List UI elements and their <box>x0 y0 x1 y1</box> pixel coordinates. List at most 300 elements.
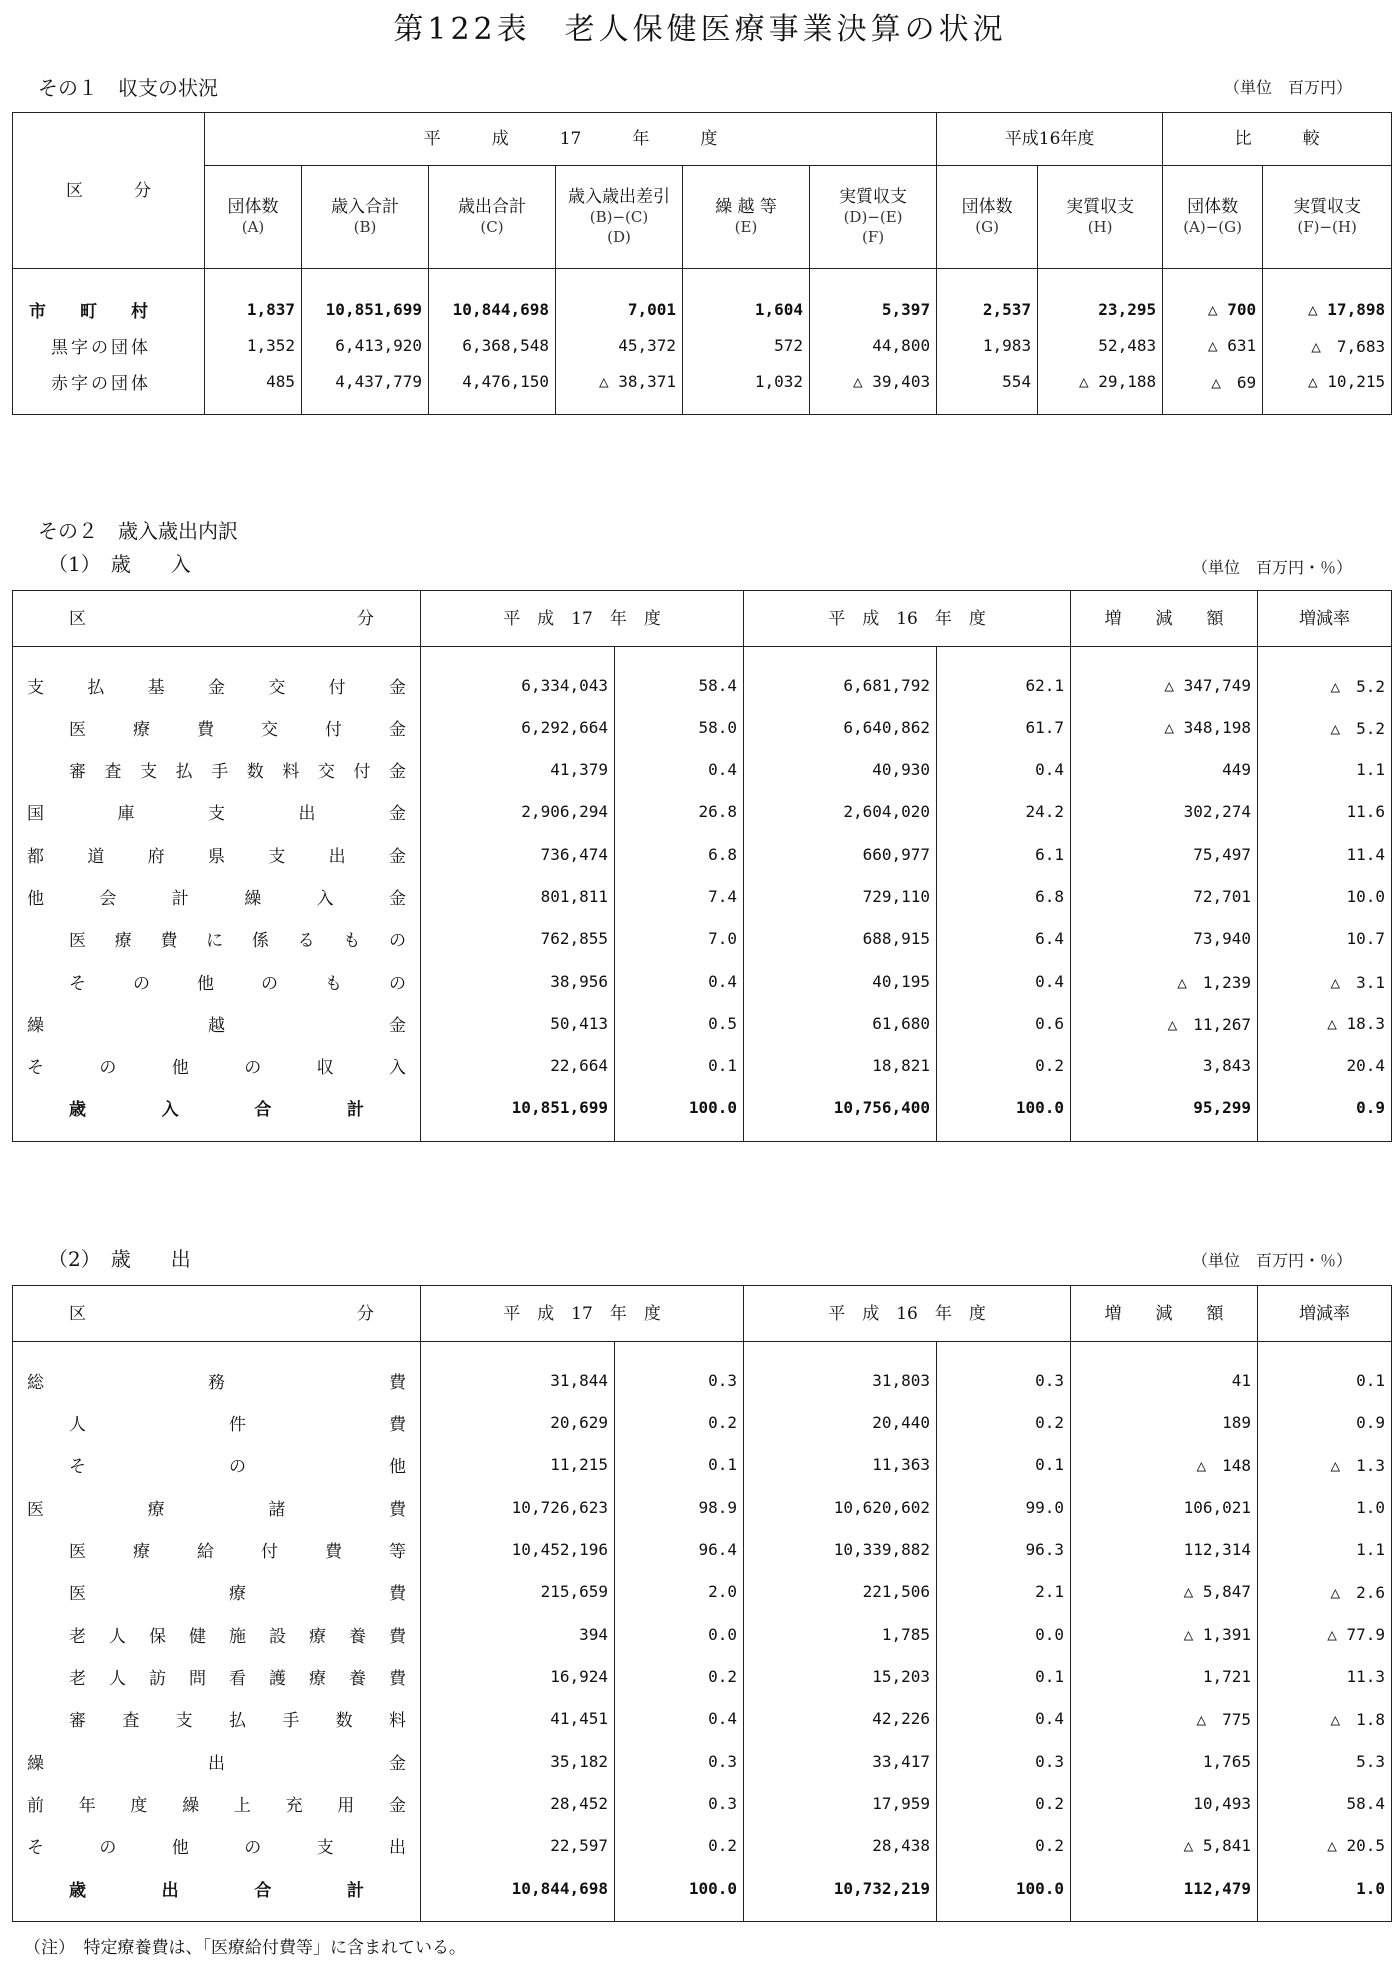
expenditure-row-label: その他の支出 <box>13 1825 421 1867</box>
footnote: （注） 特定療養費は、「医療給付費等」に含まれている。 <box>24 1938 466 1958</box>
revenue-value-cell: 10.0 <box>1346 886 1386 906</box>
value-cell: 52,483 <box>1038 328 1163 364</box>
row-label: 黒字の団体 <box>13 328 205 364</box>
expenditure-value-cell: 2.0 <box>615 1571 744 1613</box>
spacer-cell <box>13 269 205 292</box>
revenue-value-cell: 736,474 <box>421 833 615 875</box>
expenditure-row <box>13 1359 1392 1401</box>
revenue-value-cell: 0.1 <box>615 1045 744 1087</box>
expenditure-value-cell: 0.3 <box>615 1359 744 1401</box>
expenditure-value-cell: 0.2 <box>615 1655 744 1697</box>
expenditure-value-cell: 10,452,196 <box>421 1528 615 1570</box>
spacer-cell <box>744 1909 937 1921</box>
part1-heading: その１ 収支の状況 <box>38 76 218 100</box>
spacer-cell <box>1071 1129 1258 1141</box>
revenue-value-cell: 20.4 <box>1346 1056 1386 1076</box>
expenditure-value-cell: 0.2 <box>937 1782 1071 1824</box>
expenditure-value-cell: 42,226 <box>744 1698 937 1740</box>
expenditure-row <box>13 1825 1392 1867</box>
column-header: 歳出合計 (C) <box>429 165 556 268</box>
expenditure-value-cell: 16,924 <box>421 1655 615 1697</box>
revenue-value-cell: 62.1 <box>937 664 1071 706</box>
revenue-header-kubun: 区 分 <box>13 591 421 647</box>
revenue-value-cell: 660,977 <box>744 833 937 875</box>
spacer-cell <box>683 400 810 415</box>
revenue-value-cell: 6.4 <box>937 918 1071 960</box>
revenue-value-cell: △ 348,198 <box>1071 706 1258 748</box>
spacer-cell <box>421 1909 615 1921</box>
expenditure-value-cell: 15,203 <box>744 1655 937 1697</box>
expenditure-value-cell: 0.9 <box>1356 1412 1386 1432</box>
expenditure-value-cell: 106,021 <box>1071 1486 1258 1528</box>
revenue-value-cell: △ 18.3 <box>1327 1013 1386 1033</box>
revenue-value-cell: 10,756,400 <box>744 1087 937 1129</box>
value-cell: △ 29,188 <box>1038 364 1163 400</box>
revenue-value-cell: 6,292,664 <box>421 706 615 748</box>
expenditure-row-label: 医療給付費等 <box>13 1528 421 1570</box>
revenue-value-cell: 6,681,792 <box>744 664 937 706</box>
revenue-value-cell: 11.4 <box>1346 844 1386 864</box>
spacer-row <box>13 1909 1392 1921</box>
value-cell: 1,352 <box>205 328 302 364</box>
expenditure-value-cell: 0.0 <box>615 1613 744 1655</box>
revenue-value-cell: 762,855 <box>421 918 615 960</box>
spacer-row <box>13 647 1392 664</box>
column-header: 実質収支 (D)−(E) (F) <box>810 165 937 268</box>
revenue-row <box>13 1045 1392 1087</box>
revenue-header-h17: 平 成 17 年 度 <box>421 591 744 647</box>
expenditure-value-cell: 10,732,219 <box>744 1867 937 1909</box>
expenditure-value-cell: △ 2.6 <box>1330 1583 1386 1603</box>
revenue-table <box>12 590 1392 1142</box>
expenditure-row <box>13 1698 1392 1740</box>
spacer-cell <box>205 400 302 415</box>
spacer-cell <box>683 269 810 292</box>
value-cell: 23,295 <box>1038 292 1163 328</box>
expenditure-value-cell: 28,438 <box>744 1825 937 1867</box>
spacer-cell <box>13 647 421 664</box>
expenditure-header-h16: 平 成 16 年 度 <box>744 1286 1071 1342</box>
expenditure-value-cell: 100.0 <box>615 1867 744 1909</box>
revenue-value-cell: 0.5 <box>615 1002 744 1044</box>
revenue-row-label: 支払基金交付金 <box>13 664 421 706</box>
spacer-cell <box>744 1342 937 1359</box>
spacer-cell <box>1258 1909 1392 1921</box>
spacer-cell <box>1258 1342 1392 1359</box>
expenditure-value-cell: 96.4 <box>615 1528 744 1570</box>
spacer-cell <box>13 400 205 415</box>
revenue-row-label: 医療費に係るもの <box>13 918 421 960</box>
header-h17: 平 成 17 年 度 <box>205 113 937 166</box>
spacer-cell <box>205 269 302 292</box>
expenditure-value-cell: 100.0 <box>937 1867 1071 1909</box>
expenditure-row-label: その他 <box>13 1444 421 1486</box>
expenditure-value-cell: 215,659 <box>421 1571 615 1613</box>
expenditure-value-cell: 31,803 <box>744 1359 937 1401</box>
value-cell: △ 700 <box>1163 292 1263 328</box>
column-header: 歳入歳出差引 (B)−(C) (D) <box>556 165 683 268</box>
revenue-value-cell: 18,821 <box>744 1045 937 1087</box>
revenue-row <box>13 1002 1392 1044</box>
value-cell: 4,437,779 <box>302 364 429 400</box>
expenditure-header-h17: 平 成 17 年 度 <box>421 1286 744 1342</box>
spacer-cell <box>1038 400 1163 415</box>
expenditure-value-cell: △ 5,847 <box>1071 1571 1258 1613</box>
expenditure-value-cell: 41 <box>1071 1359 1258 1401</box>
expenditure-header-kubun: 区 分 <box>13 1286 421 1342</box>
revenue-value-cell: 0.9 <box>1356 1098 1386 1118</box>
header-hikaku: 比 較 <box>1163 113 1392 166</box>
revenue-value-cell: 6,640,862 <box>744 706 937 748</box>
revenue-value-cell: 0.4 <box>937 748 1071 790</box>
spacer-cell <box>13 1129 421 1141</box>
part1-unit: （単位 百万円） <box>1223 78 1352 97</box>
expenditure-value-cell: 0.4 <box>937 1698 1071 1740</box>
revenue-value-cell: 100.0 <box>937 1087 1071 1129</box>
revenue-value-cell: 41,379 <box>421 748 615 790</box>
expenditure-value-cell: △ 1.3 <box>1330 1456 1386 1476</box>
revenue-value-cell: 801,811 <box>421 875 615 917</box>
revenue-value-cell: 0.4 <box>615 748 744 790</box>
spacer-cell <box>1038 269 1163 292</box>
revenue-row <box>13 664 1392 706</box>
spacer-cell <box>615 1342 744 1359</box>
revenue-row-label: その他のもの <box>13 960 421 1002</box>
revenue-value-cell: 6.1 <box>937 833 1071 875</box>
spacer-cell <box>302 400 429 415</box>
revenue-row <box>13 706 1392 748</box>
revenue-value-cell: 6,334,043 <box>421 664 615 706</box>
spacer-cell <box>1258 1129 1392 1141</box>
spacer-cell <box>937 1342 1071 1359</box>
revenue-value-cell: 0.2 <box>937 1045 1071 1087</box>
expenditure-row-label: 前年度繰上充用金 <box>13 1782 421 1824</box>
revenue-value-cell: 3,843 <box>1071 1045 1258 1087</box>
value-cell: 44,800 <box>810 328 937 364</box>
spacer-cell <box>13 1342 421 1359</box>
value-cell: △ 17,898 <box>1308 300 1386 320</box>
revenue-row <box>13 960 1392 1002</box>
revenue-row <box>13 791 1392 833</box>
expenditure-value-cell: 11,363 <box>744 1444 937 1486</box>
revenue-value-cell: 38,956 <box>421 960 615 1002</box>
value-cell: 572 <box>683 328 810 364</box>
expenditure-row <box>13 1613 1392 1655</box>
expenditure-value-cell: 11.3 <box>1346 1666 1386 1686</box>
expenditure-row-label: 繰出金 <box>13 1740 421 1782</box>
expenditure-value-cell: 22,597 <box>421 1825 615 1867</box>
expenditure-value-cell: 10,844,698 <box>421 1867 615 1909</box>
expenditure-row <box>13 1486 1392 1528</box>
expenditure-value-cell: 1,765 <box>1071 1740 1258 1782</box>
spacer-row <box>13 1129 1392 1141</box>
expenditure-row-label: 審査支払手数料 <box>13 1698 421 1740</box>
value-cell: △ 631 <box>1163 328 1263 364</box>
revenue-value-cell: 2,604,020 <box>744 791 937 833</box>
expenditure-row-label: 医療費 <box>13 1571 421 1613</box>
revenue-row-label: その他の収入 <box>13 1045 421 1087</box>
revenue-value-cell: 73,940 <box>1071 918 1258 960</box>
column-header: 実質収支 (F)−(H) <box>1293 197 1362 237</box>
revenue-value-cell: 688,915 <box>744 918 937 960</box>
row-label: 市 町 村 <box>13 292 205 328</box>
value-cell: 1,983 <box>937 328 1038 364</box>
value-cell: 1,032 <box>683 364 810 400</box>
revenue-value-cell: 95,299 <box>1071 1087 1258 1129</box>
expenditure-row <box>13 1401 1392 1443</box>
value-cell: 6,413,920 <box>302 328 429 364</box>
value-cell: 4,476,150 <box>429 364 556 400</box>
expenditure-value-cell: △ 775 <box>1071 1698 1258 1740</box>
expenditure-value-cell: 0.1 <box>615 1444 744 1486</box>
revenue-row <box>13 875 1392 917</box>
expenditure-value-cell: 20,629 <box>421 1401 615 1443</box>
expenditure-row-label: 老人訪問看護療養費 <box>13 1655 421 1697</box>
revenue-row-label: 国庫支出金 <box>13 791 421 833</box>
table-row <box>13 328 1392 364</box>
revenue-value-cell: 26.8 <box>615 791 744 833</box>
expenditure-value-cell: 0.3 <box>937 1359 1071 1401</box>
revenue-value-cell: △ 5.2 <box>1330 676 1386 696</box>
expenditure-value-cell: △ 1.8 <box>1330 1710 1386 1730</box>
expenditure-value-cell: 17,959 <box>744 1782 937 1824</box>
spacer-cell <box>937 400 1038 415</box>
value-cell: 485 <box>205 364 302 400</box>
revenue-value-cell: 7.0 <box>615 918 744 960</box>
revenue-value-cell: 6.8 <box>937 875 1071 917</box>
column-header: 実質収支 (H) <box>1038 165 1163 268</box>
revenue-header-h16: 平 成 16 年 度 <box>744 591 1071 647</box>
expenditure-value-cell: 0.4 <box>615 1698 744 1740</box>
value-cell: △ 39,403 <box>810 364 937 400</box>
expenditure-value-cell: 10,726,623 <box>421 1486 615 1528</box>
revenue-row <box>13 833 1392 875</box>
expenditure-value-cell: △ 148 <box>1071 1444 1258 1486</box>
value-cell: 10,844,698 <box>429 292 556 328</box>
spacer-cell <box>302 269 429 292</box>
spacer-cell <box>13 1909 421 1921</box>
spacer-cell <box>1263 269 1392 292</box>
spacer-cell <box>1163 400 1263 415</box>
expenditure-value-cell: 10,620,602 <box>744 1486 937 1528</box>
expenditure-value-cell: 1.0 <box>1356 1878 1386 1898</box>
value-cell: 1,604 <box>683 292 810 328</box>
spacer-cell <box>556 269 683 292</box>
expenditure-value-cell: 11,215 <box>421 1444 615 1486</box>
expenditure-row <box>13 1867 1392 1909</box>
revenue-row-label: 他会計繰入金 <box>13 875 421 917</box>
value-cell: △ 69 <box>1163 364 1263 400</box>
row-label: 赤字の団体 <box>13 364 205 400</box>
revenue-row-label: 医療費交付金 <box>13 706 421 748</box>
expenditure-value-cell: 0.2 <box>937 1401 1071 1443</box>
revenue-value-cell: 50,413 <box>421 1002 615 1044</box>
spacer-cell <box>810 269 937 292</box>
value-cell: 7,001 <box>556 292 683 328</box>
expenditure-row-label: 老人保健施設療養費 <box>13 1613 421 1655</box>
expenditure-row-label: 人件費 <box>13 1401 421 1443</box>
spacer-row <box>13 1342 1392 1359</box>
expenditure-value-cell: 0.3 <box>615 1782 744 1824</box>
expenditure-value-cell: 5.3 <box>1356 1751 1386 1771</box>
spacer-cell <box>744 1129 937 1141</box>
revenue-row <box>13 748 1392 790</box>
expenditure-value-cell: 31,844 <box>421 1359 615 1401</box>
expenditure-value-cell: 221,506 <box>744 1571 937 1613</box>
spacer-row <box>13 400 1392 415</box>
revenue-value-cell: 58.0 <box>615 706 744 748</box>
revenue-value-cell: 0.4 <box>937 960 1071 1002</box>
expenditure-row <box>13 1655 1392 1697</box>
expenditure-value-cell: 41,451 <box>421 1698 615 1740</box>
spacer-cell <box>615 1909 744 1921</box>
revenue-row-label: 都道府県支出金 <box>13 833 421 875</box>
expenditure-value-cell: 58.4 <box>1346 1793 1386 1813</box>
expenditure-value-cell: 28,452 <box>421 1782 615 1824</box>
value-cell: 10,851,699 <box>302 292 429 328</box>
revenue-value-cell: 22,664 <box>421 1045 615 1087</box>
revenue-row-label: 歳入合計 <box>13 1087 421 1129</box>
spacer-cell <box>1071 1342 1258 1359</box>
expenditure-value-cell: 2.1 <box>937 1571 1071 1613</box>
revenue-value-cell: △ 11,267 <box>1071 1002 1258 1044</box>
revenue-value-cell: 61,680 <box>744 1002 937 1044</box>
value-cell: △ 38,371 <box>556 364 683 400</box>
expenditure-value-cell: 0.1 <box>937 1444 1071 1486</box>
revenue-value-cell: 40,195 <box>744 960 937 1002</box>
spacer-cell <box>1258 647 1392 664</box>
expenditure-value-cell: 98.9 <box>615 1486 744 1528</box>
spacer-cell <box>1071 647 1258 664</box>
table-row <box>13 292 1392 328</box>
expenditure-row <box>13 1782 1392 1824</box>
expenditure-row-label: 歳出合計 <box>13 1867 421 1909</box>
revenue-value-cell: △ 5.2 <box>1330 718 1386 738</box>
revenue-value-cell: 302,274 <box>1071 791 1258 833</box>
expenditure-value-cell: 20,440 <box>744 1401 937 1443</box>
value-cell: 6,368,548 <box>429 328 556 364</box>
expenditure-value-cell: △ 1,391 <box>1071 1613 1258 1655</box>
revenue-header-rate: 増減率 <box>1299 608 1351 629</box>
column-header: 団体数 (G) <box>937 165 1038 268</box>
expenditure-value-cell: 112,479 <box>1071 1867 1258 1909</box>
spacer-cell <box>744 647 937 664</box>
expenditure-row-label: 医療諸費 <box>13 1486 421 1528</box>
expenditure-header-rate: 増減率 <box>1299 1303 1351 1324</box>
part2-heading: その２ 歳入歳出内訳 <box>38 519 238 543</box>
column-header: 歳入合計 (B) <box>302 165 429 268</box>
revenue-value-cell: 11.6 <box>1346 802 1386 822</box>
expenditure-value-cell: 1.1 <box>1356 1539 1386 1559</box>
spacer-cell <box>937 1909 1071 1921</box>
spacer-cell <box>937 269 1038 292</box>
revenue-value-cell: △ 3.1 <box>1330 972 1386 992</box>
revenue-value-cell: 0.4 <box>615 960 744 1002</box>
revenue-value-cell: △ 347,749 <box>1071 664 1258 706</box>
spacer-cell <box>615 1129 744 1141</box>
column-header: 団体数 (A)−(G) <box>1163 165 1263 268</box>
table-row <box>13 364 1392 400</box>
revenue-value-cell: 72,701 <box>1071 875 1258 917</box>
column-header: 繰 越 等 (E) <box>683 165 810 268</box>
expenditure-value-cell: 0.1 <box>1356 1370 1386 1390</box>
revenue-value-cell: 2,906,294 <box>421 791 615 833</box>
expenditure-value-cell: 10,493 <box>1071 1782 1258 1824</box>
expenditure-value-cell: 33,417 <box>744 1740 937 1782</box>
header-h16: 平成16年度 <box>937 113 1163 166</box>
value-cell: 45,372 <box>556 328 683 364</box>
expenditure-value-cell: 112,314 <box>1071 1528 1258 1570</box>
spacer-cell <box>1163 269 1263 292</box>
revenue-row <box>13 1087 1392 1129</box>
spacer-cell <box>615 647 744 664</box>
revenue-value-cell: 40,930 <box>744 748 937 790</box>
expenditure-value-cell: 0.2 <box>937 1825 1071 1867</box>
revenue-value-cell: 729,110 <box>744 875 937 917</box>
revenue-value-cell: 0.6 <box>937 1002 1071 1044</box>
expenditure-value-cell: 0.3 <box>937 1740 1071 1782</box>
expenditure-value-cell: 0.3 <box>615 1740 744 1782</box>
expenditure-header-zougen: 増 減 額 <box>1071 1286 1258 1342</box>
revenue-row <box>13 918 1392 960</box>
expenditure-unit: （単位 百万円・％） <box>1191 1251 1352 1270</box>
spacer-row <box>13 269 1392 292</box>
revenue-value-cell: 100.0 <box>615 1087 744 1129</box>
page-title: 第122表 老人保健医療事業決算の状況 <box>393 12 1007 47</box>
revenue-value-cell: 10.7 <box>1346 929 1386 949</box>
expenditure-value-cell: 99.0 <box>937 1486 1071 1528</box>
revenue-value-cell: △ 1,239 <box>1071 960 1258 1002</box>
spacer-cell <box>1071 1909 1258 1921</box>
revenue-value-cell: 61.7 <box>937 706 1071 748</box>
value-cell: △ 10,215 <box>1308 372 1386 392</box>
expenditure-table <box>12 1285 1392 1922</box>
expenditure-row <box>13 1740 1392 1782</box>
value-cell: △ 7,683 <box>1311 337 1386 357</box>
spacer-cell <box>937 647 1071 664</box>
column-header: 団体数 (A) <box>205 165 302 268</box>
expenditure-row <box>13 1528 1392 1570</box>
expenditure-value-cell: 0.2 <box>615 1825 744 1867</box>
expenditure-value-cell: 1.0 <box>1356 1497 1386 1517</box>
value-cell: 554 <box>937 364 1038 400</box>
value-cell: 2,537 <box>937 292 1038 328</box>
expenditure-value-cell: 189 <box>1071 1401 1258 1443</box>
revenue-value-cell: 6.8 <box>615 833 744 875</box>
revenue-value-cell: 24.2 <box>937 791 1071 833</box>
expenditure-value-cell: △ 20.5 <box>1327 1836 1386 1856</box>
revenue-value-cell: 75,497 <box>1071 833 1258 875</box>
revenue-value-cell: 7.4 <box>615 875 744 917</box>
expenditure-value-cell: 0.0 <box>937 1613 1071 1655</box>
expenditure-heading: （2） 歳 出 <box>48 1247 191 1271</box>
expenditure-value-cell: △ 5,841 <box>1071 1825 1258 1867</box>
expenditure-value-cell: 1,721 <box>1071 1655 1258 1697</box>
spacer-cell <box>421 1342 615 1359</box>
revenue-value-cell: 58.4 <box>615 664 744 706</box>
value-cell: 1,837 <box>205 292 302 328</box>
spacer-cell <box>429 269 556 292</box>
spacer-cell <box>421 1129 615 1141</box>
value-cell: 5,397 <box>810 292 937 328</box>
expenditure-value-cell: 0.2 <box>615 1401 744 1443</box>
expenditure-row-label: 総務費 <box>13 1359 421 1401</box>
expenditure-row <box>13 1571 1392 1613</box>
revenue-row-label: 審査支払手数料交付金 <box>13 748 421 790</box>
expenditure-value-cell: 0.1 <box>937 1655 1071 1697</box>
header-kubun: 区 分 <box>13 113 205 269</box>
spacer-cell <box>1263 400 1392 415</box>
